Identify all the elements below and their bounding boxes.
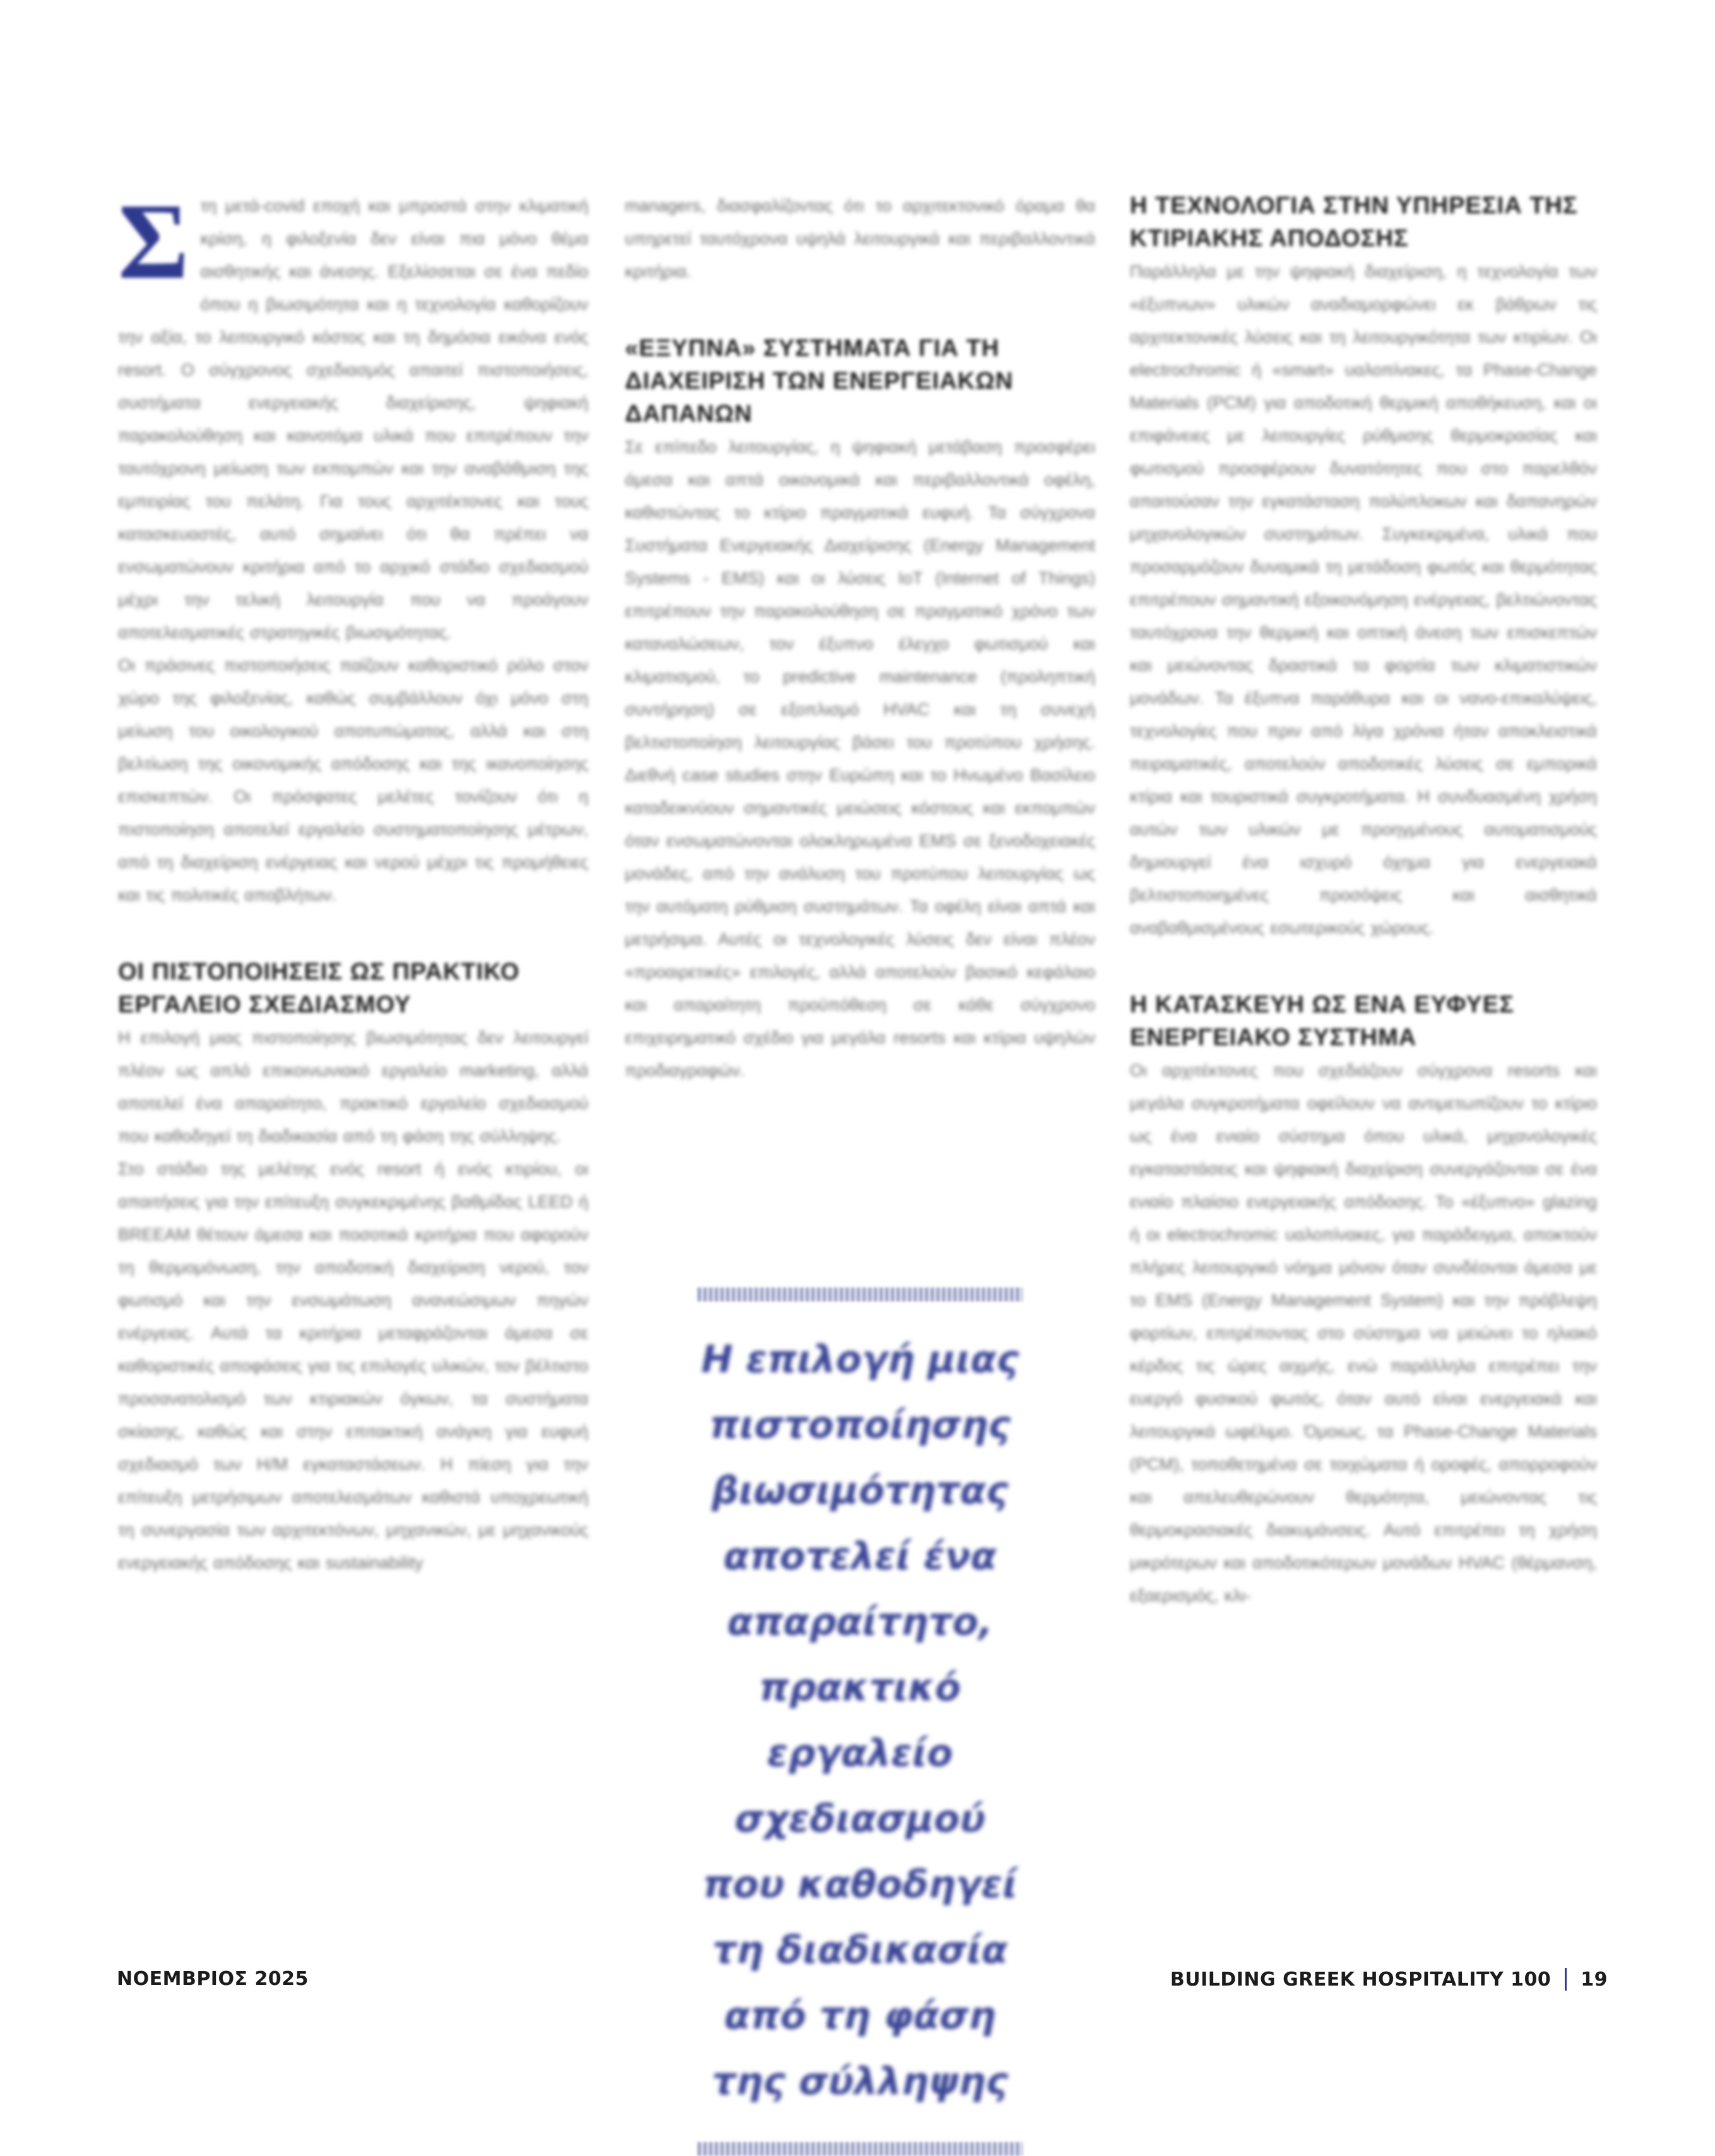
drop-cap: Σ xyxy=(118,182,189,302)
body-paragraph: τη μετά-covid εποχή και μπροστά στην κλιματική κρίση, η φιλοξενία δεν είναι πια μόνο θέμα αισθητικής και άνεσης. Εξελίσσεται σε ένα πεδίο όπου η βιωσιμότητα και η τεχνολογία καθορίζουν την αξία, το λειτουργικό κόστος και τη δημόσια εικόνα ενός resort. Ο σύγχρονος σχεδιασμός απαιτεί πιστοποιήσεις, συστήματα ενεργειακής διαχείρισης, ψηφιακή παρακολούθηση και καινοτόμα υλικά που επιτρέπουν την ταυτόχρονη μείωση των εκπομπών και την αναβάθμιση της εμπειρίας του πελάτη. Για τους αρχιτέκτονες και τους κατασκευαστές, αυτό σημαίνει ότι θα πρέπει να ενσωματώνουν κριτήρια από το αρχικό στάδιο σχεδιασμού μέχρι την τελική λειτουργία που να προάγουν αποτελεσματικές στρατηγικές βιωσιμότητας. xyxy=(118,196,588,642)
body-paragraph: managers, διασφαλίζοντας ότι το αρχιτεκτονικό όραμα θα υπηρετεί ταυτόχρονα υψηλά λειτουργικά και περιβαλλοντικά κριτήρια. xyxy=(625,196,1095,281)
pull-quote-bottom-rule xyxy=(697,2142,1023,2156)
page-number: 19 xyxy=(1581,1968,1608,1991)
footer-date: ΝΟΕΜΒΡΙΟΣ 2025 xyxy=(117,1968,309,1990)
section-heading: Η ΤΕΧΝΟΛΟΓΙΑ ΣΤΗΝ ΥΠΗΡΕΣΙΑ ΤΗΣ ΚΤΙΡΙΑΚΗΣ ΑΠΟΔΟΣΗΣ xyxy=(1130,192,1578,252)
section-heading: «ΕΞΥΠΝΑ» ΣΥΣΤΗΜΑΤΑ ΓΙΑ ΤΗ ΔΙΑΧΕΙΡΙΣΗ ΤΩΝ ΕΝΕΡΓΕΙΑΚΩΝ ΔΑΠΑΝΩΝ xyxy=(625,335,1014,427)
body-paragraph: Οι αρχιτέκτονες που σχεδιάζουν σύγχρονα resorts και μεγάλα συγκροτήματα οφείλουν να αντιμετωπίζουν το κτίριο ως ένα ενιαίο σύστημα όπου υλικά, μηχανολογικές εγκαταστάσεις και ψηφιακή διαχείριση συνεργάζονται σε ένα ενιαίο πλαίσιο ενεργειακής απόδοσης. Το «έξυπνο» glazing ή οι electrochromic υαλοπίνακες, για παράδειγμα, αποκτούν πλήρες λειτουργικό νόημα μόνον όταν συνδέονται άμεσα με το EMS (Energy Management System) και την πρόβλεψη φορτίων, επιτρέποντας στο σύστημα να μειώνει το ηλιακό κέρδος τις ώρες αιχμής, ενώ παράλληλα επιτρέπει την ευεργό φυσικού φωτός, όταν αυτό είναι ενεργειακά και λειτουργικά ωφέλιμο. Όμοιως, τα Phase-Change Materials (PCM), τοποθετημένα σε τοιχώματα ή οροφές, απορροφούν και απελευθερώνουν θερμότητα, μειώνοντας τις θερμοκρασιακές διακυμάνσεις. Αυτό επιτρέπει τη χρήση μικρότερων και αποδοτικότερων μονάδων HVAC (θέρμανση, εξαερισμός, κλι- xyxy=(1130,1061,1597,1605)
footer-folio xyxy=(1170,1968,1608,1991)
column-1 xyxy=(118,182,588,1579)
section-heading: Η ΚΑΤΑΣΚΕΥΗ ΩΣ ΕΝΑ ΕΥΦΥΕΣ ΕΝΕΡΓΕΙΑΚΟ ΣΥΣΤΗΜΑ xyxy=(1130,992,1514,1051)
body-paragraph: Η επιλογή μιας πιστοποίησης βιωσιμότητας δεν λειτουργεί πλέον ως απλό επικοινωνιακό εργαλείο marketing, αλλά αποτελεί ένα απαραίτητο, πρακτικό εργαλείο σχεδιασμού που καθοδηγεί τη διαδικασία από τη φάση της σύλληψης. xyxy=(118,1028,588,1146)
lead-paragraph xyxy=(118,182,588,649)
folio-separator xyxy=(1565,1968,1567,1991)
body-paragraph: Σε επίπεδο λειτουργίας, η ψηφιακή μετάβαση προσφέρει άμεσα και απτά οικονομικά και περιβαλλοντικά οφέλη, καθιστώντας το κτίριο πραγματικά ευφυή. Τα σύγχρονα Συστήματα Ενεργειακής Διαχείρισης (Energy Management Systems - EMS) και οι λύσεις IoT (Internet of Things) επιτρέπουν την παρακολούθηση σε πραγματικό χρόνο των καταναλώσεων, τον έξυπνο έλεγχο φωτισμού και κλιματισμού, το predictive maintenance (προληπτική συντήρηση) σε εξοπλισμό HVAC και τη συνεχή βελτιστοποίηση λειτουργίας βάσει του προτύπου χρήσης. Διεθνή case studies στην Ευρώπη και το Ηνωμένο Βασίλειο καταδεικνύουν σημαντικές μειώσεις κόστους και εκπομπών όταν ενσωματώνονται ολοκληρωμένα EMS σε ξενοδοχειακές μονάδες, από την ανάλυση του προτύπου λειτουργίας ως την αυτόματη ρύθμιση συστημάτων. Τα οφέλη είναι απτά και μετρήσιμα. Αυτές οι τεχνολογικές λύσεις δεν είναι πλέον «προαιρετικές» επιλογές, αλλά αποτελούν βασικό κεφάλαιο και απαραίτητη προϋπόθεση σε κάθε σύγχρονο επιχειρηματικό σχέδιο για μεγάλα resorts και κτίρια υψηλών προδιαγραφών. xyxy=(625,437,1095,1080)
publication-name: BUILDING GREEK HOSPITALITY 100 xyxy=(1170,1968,1552,1991)
pull-quote-top-rule xyxy=(697,1288,1023,1301)
body-paragraph: Παράλληλα με την ψηφιακή διαχείριση, η τεχνολογία των «έξυπνων» υλικών αναδιαμορφώνει εκ βάθρων τις αρχιτεκτονικές λύσεις και τη λειτουργικότητα των κτιρίων. Οι electrochromic ή «smart» υαλοπίνακες, τα Phase-Change Materials (PCM) για αποδοτική θερμική αποθήκευση, και οι επιφάνειες με λειτουργίες ρύθμισης θερμοκρασίας και φωτισμού προσφέρουν δυνατότητες που στο παρελθόν απαιτούσαν την εγκατάσταση πολύπλοκων και δαπανηρών μηχανολογικών συστημάτων. Συγκεκριμένα, υλικά που προσαρμόζουν δυναμικά τη μετάδοση φωτός και θερμότητας επιτρέπουν σημαντική εξοικονόμηση ενέργειας, βελτιώνοντας ταυτόχρονα την θερμική και οπτική άνεση των επισκεπτών και μειώνοντας δραστικά τα φορτία των κλιματιστικών μονάδων. Τα έξυπνα παράθυρα και οι νανο-επικαλύψεις, τεχνολογίες που πριν από λίγα χρόνια ήταν αποκλειστικά πειραματικές, αποτελούν αποδοτικές λύσεις σε εμπορικά κτίρια και τουριστικά συγκροτήματα. Η συνδυασμένη χρήση αυτών των υλικών με προηγμένους αυτοματισμούς δημιουργεί ένα ισχυρό όχημα για ενεργειακά βελτιστοποιημένες προσόψεις και αισθητικά αναβαθμισμένους εσωτερικούς χώρους. xyxy=(1130,262,1597,937)
body-paragraph: Οι πράσινες πιστοποιήσεις παίζουν καθοριστικό ρόλο στον χώρο της φιλοξενίας, καθώς συμβάλλουν όχι μόνο στη μείωση του οικολογικού αποτυπώματος, αλλά και στη βελτίωση της οικονομικής απόδοσης και της ικανοποίησης επισκεπτών. Οι πρόσφατες μελέτες τονίζουν ότι η πιστοποίηση αποτελεί εργαλείο συστηματοποίησης μέτρων, από τη διαχείριση ενέργειας και νερού μέχρι τις προμήθειες και τις πολιτικές αποβλήτων. xyxy=(118,656,588,904)
pull-quote-text: Η επιλογή μιας πιστοποίησης βιωσιμότητας αποτελεί ένα απαραίτητο, πρακτικό εργαλείο σχεδιασμού που καθοδηγεί τη διαδικασία από τη φάση της σύλληψης xyxy=(701,1337,1019,2104)
column-3 xyxy=(1130,189,1597,1612)
pull-quote xyxy=(694,1288,1026,2156)
body-paragraph: Στο στάδιο της μελέτης ενός resort ή ενός κτιρίου, οι απαιτήσεις για την επίτευξη συγκεκριμένης βαθμίδας LEED ή BREEAM θέτουν άμεσα και ποσοτικά κριτήρια που αφορούν τη θερμομόνωση, την αποδοτική διαχείριση νερού, τον φωτισμό και την ενσωμάτωση ανανεώσιμων πηγών ενέργειας. Αυτά τα κριτήρια μεταφράζονται άμεσα σε καθοριστικές αποφάσεις για τις επιλογές υλικών, τον βέλτιστο προσανατολισμό των κτιριακών όγκων, τα συστήματα σκίασης, καθώς και στην επιτακτική ανάγκη για ευφυή σχεδιασμό των Η/Μ εγκαταστάσεων. Η πίεση για την επίτευξη μετρήσιμων αποτελεσμάτων καθιστά υποχρεωτική τη συνεργασία των αρχιτεκτόνων, μηχανικών, με μηχανικούς ενεργειακής απόδοσης και sustainability xyxy=(118,1159,588,1572)
column-2 xyxy=(625,189,1095,1087)
section-heading: ΟΙ ΠΙΣΤΟΠΟΙΗΣΕΙΣ ΩΣ ΠΡΑΚΤΙΚΟ ΕΡΓΑΛΕΙΟ ΣΧΕΔΙΑΣΜΟΥ xyxy=(118,959,520,1018)
